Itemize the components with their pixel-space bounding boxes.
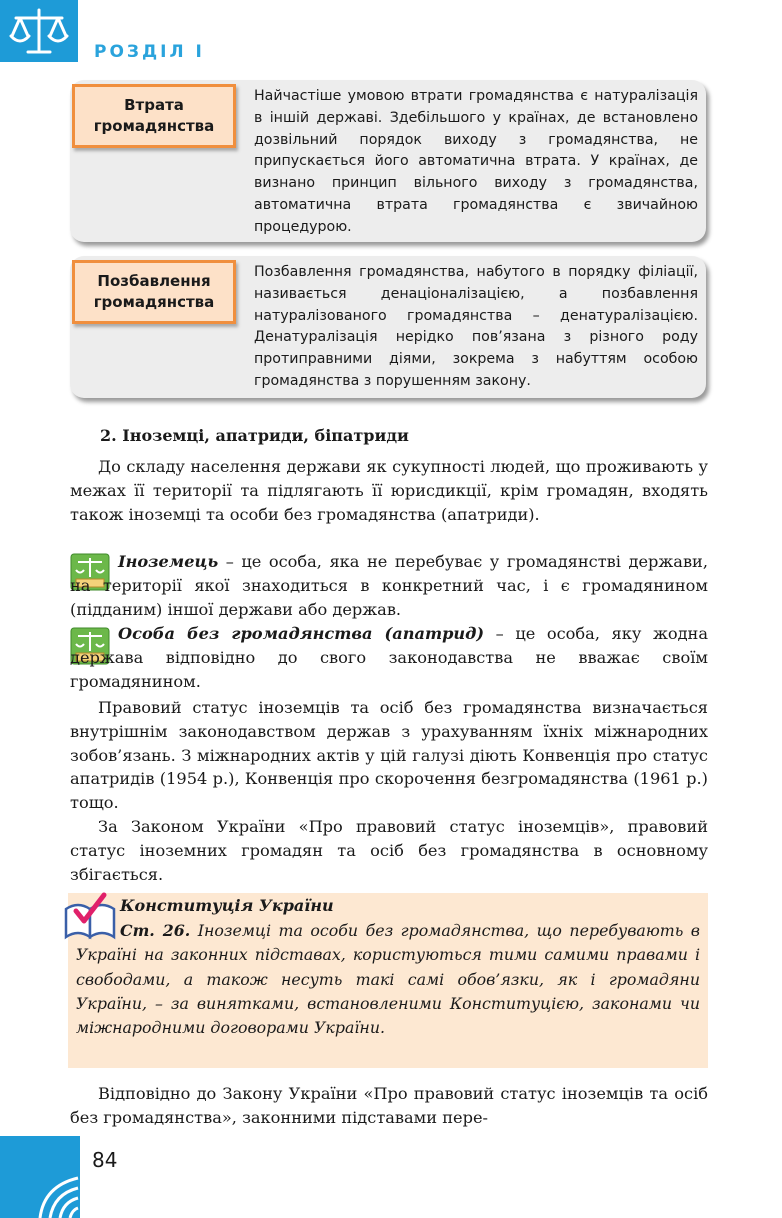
stateless-definition [70,622,708,693]
definition-term-loss: Втрата громадянства [72,84,236,148]
definition-text-deprivation: Позбавлення громадянства, набутого в порядку філіації, називається денаціоналізацією, а позбавлення натуралізованого громадянства – денатуралізацією. Денатуралізація нерідко пов’язана з різного роду протиправними діями, зокрема з набуттям особою громадянства з порушенням закону. [254,264,698,389]
foreigner-text: – це особа, яка не перебуває у громадянстві держави, на території якої знаходиться в конкретний час, і є громадянином (підданим) іншої держави або держав. [70,552,708,619]
closing-text: Відповідно до Закону України «Про правовий статус іноземців та осіб без громадянства», законними підставами пере- [70,1084,708,1127]
intro-text: До складу населення держави як сукупності людей, що проживають у межах її території та підлягають її юрисдикції, крім громадян, входять також іноземці та особи без громадянства (апатриди). [70,457,708,524]
intro-paragraph [70,455,708,526]
status-text: Правовий статус іноземців та осіб без громадянства визначається внутрішнім законодавством держав з урахуванням їхніх міжнародних зобов’язань. З міжнародних актів у цій галузі діють Конвенція про статус апатридів (1954 р.), Конвенція про скорочення безгромадянства (1961 р.) тощо. [70,698,708,813]
law-text: За Законом України «Про правовий статус іноземців», правовий статус іноземних громадян та осіб без громадянства в основному збігається. [70,817,708,884]
stateless-term: Особа без громадянства (апатрид) [118,624,485,643]
constitution-title: Конституція України [120,896,334,915]
constitution-article: Ст. 26. [120,921,191,940]
closing-paragraph [70,1082,708,1130]
status-paragraph [70,696,708,815]
section-corner-block [0,0,78,62]
section-heading: 2. Іноземці, апатриди, біпатриди [100,426,409,445]
page-number: 84 [92,1148,118,1172]
footer-corner-block [0,1136,80,1218]
waves-icon [0,1136,80,1218]
definition-term-deprivation: Позбавлення громадянства [72,260,236,324]
section-label: РОЗДІЛ I [94,42,205,62]
foreigner-term: Іноземець [118,552,219,571]
law-paragraph [70,815,708,886]
constitution-body [76,919,700,1040]
stateless-text: – це особа, яку жодна держава відповідно до свого законодавства не вважає своїм громадянином. [70,624,708,691]
constitution-text: Іноземці та особи без громадянства, що перебувають в Україні на законних підставах, користуються тими самими правами і свободами, а також несуть такі самі обов’язки, як і громадяни України, – за винятками, встановленими Конституцією, законами чи міжнародними договорами України. [76,921,700,1038]
definition-text-loss: Найчастіше умовою втрати громадянства є натуралізація в іншій державі. Здебільшого у країнах, де встановлено дозвільний порядок виходу з громадянства, не припускається його автоматична втрата. У країнах, де визнано принцип вільного виходу з громадянства, автоматична втрата громадянства є звичайною процедурою. [254,88,698,235]
scales-icon [8,6,70,56]
foreigner-definition [70,550,708,621]
